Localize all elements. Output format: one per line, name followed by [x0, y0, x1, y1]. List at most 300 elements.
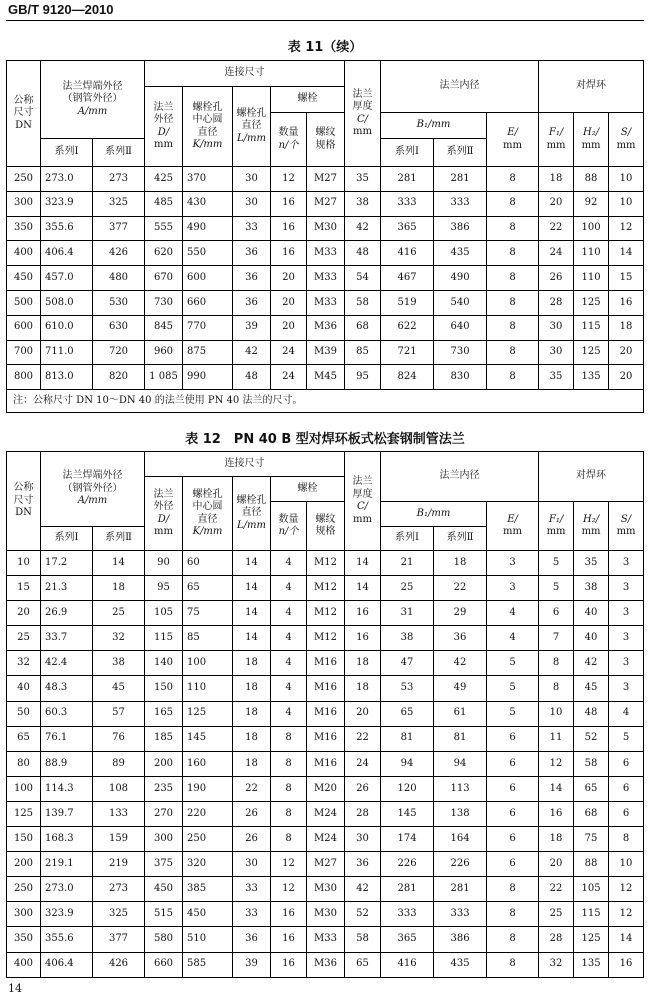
table-cell: 660	[183, 290, 233, 315]
table-cell: 42	[434, 651, 487, 676]
table-cell: 65	[381, 701, 434, 726]
table-cell: 273	[93, 877, 145, 902]
table-cell: 32	[539, 952, 574, 977]
table-cell: 115	[574, 902, 609, 927]
table-cell: 125	[574, 290, 609, 315]
table-cell: 145	[183, 726, 233, 751]
table-cell: 406.4	[41, 952, 93, 977]
table11-note: 注：公称尺寸 DN 10～DN 40 的法兰使用 PN 40 法兰的尺寸。	[7, 390, 644, 413]
table-cell: 720	[93, 340, 145, 365]
table-cell: 3	[609, 626, 644, 651]
head-bolt-hole: 螺栓孔 直径 L/mm	[233, 87, 271, 167]
table-cell: 219	[93, 852, 145, 877]
table-cell: 75	[574, 827, 609, 852]
table-cell: 16	[271, 216, 307, 241]
table-cell: 820	[93, 365, 145, 390]
table-cell: 24	[271, 340, 307, 365]
table-cell: 8	[487, 266, 539, 291]
table-cell: 38	[93, 651, 145, 676]
table-cell: 17.2	[41, 551, 93, 576]
table-cell: 133	[93, 801, 145, 826]
table-cell: 15	[609, 266, 644, 291]
table-cell: 33.7	[41, 626, 93, 651]
table-cell: M12	[307, 601, 345, 626]
table-cell: 14	[233, 551, 271, 576]
table-cell: 65	[574, 776, 609, 801]
table-cell: 30	[233, 167, 271, 192]
table-cell: 467	[381, 266, 434, 291]
table-cell: 100	[574, 216, 609, 241]
table-cell: 281	[381, 877, 434, 902]
table-cell: 20	[345, 701, 381, 726]
table-cell: 135	[574, 952, 609, 977]
table-cell: 114.3	[41, 776, 93, 801]
table-cell: 6	[487, 827, 539, 852]
table-cell: 12	[271, 852, 307, 877]
table-cell: 355.6	[41, 927, 93, 952]
table-cell: 730	[145, 290, 183, 315]
table-cell: M33	[307, 290, 345, 315]
table-cell: 47	[381, 651, 434, 676]
table-cell: 20	[539, 191, 574, 216]
table-cell: M24	[307, 801, 345, 826]
head-bolt-thread: 螺纹 规格	[307, 502, 345, 551]
table-cell: 320	[183, 852, 233, 877]
table-cell: 333	[381, 191, 434, 216]
head-weld-od: 法兰焊端外径 （钢管外径） A/mm	[41, 452, 145, 527]
table-row	[7, 241, 644, 266]
table-cell: 28	[345, 801, 381, 826]
table-cell: 54	[345, 266, 381, 291]
table-cell: 35	[574, 551, 609, 576]
table-cell: 81	[381, 726, 434, 751]
table-cell: 640	[434, 315, 487, 340]
head-conn: 连接尺寸	[145, 452, 345, 477]
table-cell: 30	[233, 852, 271, 877]
table-row	[7, 776, 644, 801]
table-row	[7, 877, 644, 902]
table-cell: 220	[183, 801, 233, 826]
table-cell: 14	[233, 576, 271, 601]
table-row	[7, 290, 644, 315]
table-cell: 333	[434, 902, 487, 927]
table-row	[7, 701, 644, 726]
table-cell: 14	[233, 601, 271, 626]
head-e: E/ mm	[487, 113, 539, 167]
table-cell: 30	[345, 827, 381, 852]
table-cell: 24	[345, 751, 381, 776]
table-cell: 250	[7, 167, 41, 192]
table-cell: 139.7	[41, 801, 93, 826]
table-cell: 12	[609, 902, 644, 927]
table-row	[7, 315, 644, 340]
table-cell: 7	[539, 626, 574, 651]
table-cell: 730	[434, 340, 487, 365]
table-cell: 4	[271, 676, 307, 701]
table-cell: 333	[434, 191, 487, 216]
table-cell: 385	[183, 877, 233, 902]
table-cell: 273.0	[41, 167, 93, 192]
table-row	[7, 726, 644, 751]
table-cell: 12	[609, 216, 644, 241]
table-cell: 48	[345, 241, 381, 266]
table-cell: 8	[271, 726, 307, 751]
head-bolt-circle: 螺栓孔 中心圆 直径 K/mm	[183, 477, 233, 551]
table-cell: 105	[574, 877, 609, 902]
head-flange-od: 法兰 外径 D/ mm	[145, 87, 183, 167]
table-cell: 281	[434, 877, 487, 902]
table-cell: 85	[183, 626, 233, 651]
table-cell: M27	[307, 167, 345, 192]
table-row	[7, 626, 644, 651]
table-cell: 6	[487, 751, 539, 776]
table-cell: 8	[271, 776, 307, 801]
table-cell: 355.6	[41, 216, 93, 241]
table-cell: 8	[271, 827, 307, 852]
table-cell: 18	[345, 651, 381, 676]
table-cell: 32	[93, 626, 145, 651]
table-cell: 219.1	[41, 852, 93, 877]
table-cell: 4	[271, 551, 307, 576]
table-cell: 22	[539, 216, 574, 241]
table-cell: 273	[93, 167, 145, 192]
table-cell: 26.9	[41, 601, 93, 626]
table-cell: 48	[574, 701, 609, 726]
table-row	[7, 601, 644, 626]
table-cell: 42	[345, 216, 381, 241]
table-cell: 16	[345, 601, 381, 626]
table-cell: 3	[487, 551, 539, 576]
table-cell: 76.1	[41, 726, 93, 751]
table-cell: M24	[307, 827, 345, 852]
table-cell: 150	[7, 827, 41, 852]
head-ring: 对焊环	[539, 61, 644, 113]
table-cell: 426	[93, 952, 145, 977]
table-cell: 16	[345, 626, 381, 651]
table-cell: M12	[307, 551, 345, 576]
table-cell: 14	[345, 576, 381, 601]
table-cell: 35	[539, 365, 574, 390]
table12-title: 表 12 PN 40 B 型对焊环板式松套钢制管法兰	[185, 432, 465, 447]
table-cell: 600	[183, 266, 233, 291]
table-cell: 406.4	[41, 241, 93, 266]
table-cell: 620	[145, 241, 183, 266]
table-row	[7, 365, 644, 390]
head-conn: 连接尺寸	[145, 61, 345, 87]
table-cell: 3	[609, 551, 644, 576]
table-cell: 3	[609, 601, 644, 626]
table-cell: 48	[233, 365, 271, 390]
table-cell: 165	[145, 701, 183, 726]
table-cell: 18	[233, 701, 271, 726]
table-cell: 100	[7, 776, 41, 801]
table-cell: M30	[307, 902, 345, 927]
table-cell: 281	[434, 167, 487, 192]
table-cell: 8	[271, 801, 307, 826]
table-cell: 4	[487, 626, 539, 651]
table-cell: 190	[183, 776, 233, 801]
head-weld-od: 法兰焊端外径 （钢管外径） A/mm	[41, 61, 145, 139]
table-cell: 30	[539, 315, 574, 340]
table-cell: 8	[271, 751, 307, 776]
table-cell: 14	[93, 551, 145, 576]
table-cell: 26	[233, 801, 271, 826]
table-cell: 16	[271, 927, 307, 952]
table-cell: 140	[145, 651, 183, 676]
table-cell: 26	[345, 776, 381, 801]
table-cell: 800	[7, 365, 41, 390]
table-cell: M27	[307, 191, 345, 216]
table-cell: 61	[434, 701, 487, 726]
table-cell: 281	[381, 167, 434, 192]
table-cell: 12	[271, 167, 307, 192]
table-cell: 10	[609, 852, 644, 877]
table-cell: 824	[381, 365, 434, 390]
table-cell: 18	[233, 651, 271, 676]
table-cell: M39	[307, 340, 345, 365]
head-b1-series2: 系列Ⅱ	[434, 527, 487, 551]
table-cell: 168.3	[41, 827, 93, 852]
table-cell: 8	[487, 167, 539, 192]
head-thickness: 法兰 厚度 C/ mm	[345, 452, 381, 551]
table-cell: 40	[574, 601, 609, 626]
table-cell: 426	[93, 241, 145, 266]
table-row	[7, 216, 644, 241]
table-cell: 65	[345, 952, 381, 977]
table-cell: 16	[271, 902, 307, 927]
table-cell: 20	[7, 601, 41, 626]
table-cell: M16	[307, 676, 345, 701]
table-cell: 8	[487, 877, 539, 902]
table-cell: 457.0	[41, 266, 93, 291]
table-cell: 36	[233, 241, 271, 266]
table-cell: 38	[345, 191, 381, 216]
table-cell: 18	[93, 576, 145, 601]
table-cell: 5	[609, 726, 644, 751]
table-cell: 14	[609, 927, 644, 952]
table-cell: 585	[183, 952, 233, 977]
table-cell: 550	[183, 241, 233, 266]
table-cell: 32	[7, 651, 41, 676]
table-cell: 6	[539, 601, 574, 626]
table-row	[7, 266, 644, 291]
table-cell: 115	[145, 626, 183, 651]
table-cell: 95	[345, 365, 381, 390]
table-cell: 75	[183, 601, 233, 626]
table-cell: 350	[7, 216, 41, 241]
table-cell: 16	[539, 801, 574, 826]
table-cell: 435	[434, 952, 487, 977]
table-cell: 323.9	[41, 191, 93, 216]
head-b1-series1: 系列Ⅰ	[381, 139, 434, 167]
table-cell: 377	[93, 927, 145, 952]
table-cell: 22	[233, 776, 271, 801]
table-cell: 52	[574, 726, 609, 751]
head-series1: 系列Ⅰ	[41, 527, 93, 551]
table-cell: 4	[271, 626, 307, 651]
table-cell: 80	[7, 751, 41, 776]
table-cell: 519	[381, 290, 434, 315]
head-bolt-hole: 螺栓孔 直径 L/mm	[233, 477, 271, 551]
table-cell: M12	[307, 576, 345, 601]
table-row	[7, 827, 644, 852]
table-cell: 1 085	[145, 365, 183, 390]
table-cell: 138	[434, 801, 487, 826]
head-h2: H₂/ mm	[574, 113, 609, 167]
head-nominal: 公称 尺寸 DN	[7, 61, 41, 167]
table-cell: 11	[539, 726, 574, 751]
table-cell: 10	[609, 167, 644, 192]
table-cell: 18	[539, 827, 574, 852]
table-cell: 530	[93, 290, 145, 315]
table-cell: 113	[434, 776, 487, 801]
table-row	[7, 927, 644, 952]
table-cell: 45	[574, 676, 609, 701]
table-cell: 24	[539, 241, 574, 266]
table-cell: 22	[345, 726, 381, 751]
table-cell: 8	[487, 216, 539, 241]
table-cell: 49	[434, 676, 487, 701]
table-cell: 94	[434, 751, 487, 776]
head-thickness: 法兰 厚度 C/ mm	[345, 61, 381, 167]
table-cell: 58	[345, 927, 381, 952]
table-cell: 510	[183, 927, 233, 952]
table-cell: 226	[381, 852, 434, 877]
table-cell: 450	[7, 266, 41, 291]
table-row	[7, 576, 644, 601]
table-cell: 845	[145, 315, 183, 340]
table-cell: 580	[145, 927, 183, 952]
table-cell: 600	[7, 315, 41, 340]
table-cell: 700	[7, 340, 41, 365]
table-cell: 159	[93, 827, 145, 852]
table-cell: 386	[434, 927, 487, 952]
table-cell: 90	[145, 551, 183, 576]
table-cell: 20	[609, 365, 644, 390]
table-cell: 28	[539, 290, 574, 315]
table-cell: 6	[487, 726, 539, 751]
table-cell: 33	[233, 877, 271, 902]
table-cell: 508.0	[41, 290, 93, 315]
table-cell: M27	[307, 852, 345, 877]
table-cell: 21	[381, 551, 434, 576]
table-cell: 36	[233, 266, 271, 291]
head-b1: B₁/mm	[381, 113, 487, 139]
table-cell: 88	[574, 167, 609, 192]
table-cell: 40	[574, 626, 609, 651]
table-cell: 125	[574, 340, 609, 365]
table-cell: 8	[487, 340, 539, 365]
table-cell: 135	[574, 365, 609, 390]
table-cell: 375	[145, 852, 183, 877]
table-cell: 16	[609, 290, 644, 315]
table-cell: 42	[574, 651, 609, 676]
table-cell: 38	[574, 576, 609, 601]
table-cell: 555	[145, 216, 183, 241]
table-cell: 270	[145, 801, 183, 826]
table-cell: 58	[574, 751, 609, 776]
table-cell: 200	[145, 751, 183, 776]
table-cell: 68	[574, 801, 609, 826]
table-cell: 25	[93, 601, 145, 626]
table11-title: 表 11（续）	[287, 40, 363, 55]
table-cell: 145	[381, 801, 434, 826]
table-row	[7, 167, 644, 192]
table-cell: 6	[609, 776, 644, 801]
table-cell: 94	[381, 751, 434, 776]
table-cell: 15	[7, 576, 41, 601]
table-cell: 365	[381, 927, 434, 952]
table-cell: M33	[307, 241, 345, 266]
table-cell: M30	[307, 877, 345, 902]
table-cell: 515	[145, 902, 183, 927]
head-flange-id: 法兰内径	[381, 61, 539, 113]
table-cell: 250	[183, 827, 233, 852]
table-cell: 226	[434, 852, 487, 877]
head-e: E/ mm	[487, 502, 539, 551]
table-cell: M45	[307, 365, 345, 390]
table-cell: 630	[93, 315, 145, 340]
table-cell: 26	[233, 827, 271, 852]
table-cell: 3	[609, 651, 644, 676]
table-row	[7, 551, 644, 576]
table-cell: 610.0	[41, 315, 93, 340]
table-cell: M12	[307, 626, 345, 651]
table-cell: 4	[271, 651, 307, 676]
table-cell: 500	[7, 290, 41, 315]
table-cell: 14	[233, 626, 271, 651]
table-cell: 8	[487, 290, 539, 315]
head-nominal: 公称 尺寸 DN	[7, 452, 41, 551]
table-cell: 325	[93, 191, 145, 216]
table-cell: 30	[233, 191, 271, 216]
table-cell: 18	[609, 315, 644, 340]
table-cell: 28	[539, 927, 574, 952]
table-cell: 12	[609, 877, 644, 902]
table-cell: 960	[145, 340, 183, 365]
table-cell: 5	[539, 576, 574, 601]
table-cell: 20	[539, 852, 574, 877]
table-cell: 8	[487, 241, 539, 266]
table-cell: M36	[307, 952, 345, 977]
table-cell: 485	[145, 191, 183, 216]
head-b1-series1: 系列Ⅰ	[381, 527, 434, 551]
table-cell: 400	[7, 952, 41, 977]
table-cell: 31	[381, 601, 434, 626]
table11	[6, 60, 644, 413]
table-cell: 88	[574, 852, 609, 877]
table-row	[7, 801, 644, 826]
table-cell: 4	[271, 576, 307, 601]
table-cell: 89	[93, 751, 145, 776]
table-cell: 18	[345, 676, 381, 701]
table-cell: 8	[487, 952, 539, 977]
table-cell: M16	[307, 726, 345, 751]
table-cell: 39	[233, 952, 271, 977]
table-cell: 26	[539, 266, 574, 291]
table-cell: 400	[7, 241, 41, 266]
table-cell: 12	[539, 751, 574, 776]
table-cell: 711.0	[41, 340, 93, 365]
table-cell: M36	[307, 315, 345, 340]
table-cell: 6	[487, 801, 539, 826]
table-cell: 5	[487, 651, 539, 676]
table12-body	[7, 551, 644, 978]
table-cell: 92	[574, 191, 609, 216]
table-cell: 10	[609, 191, 644, 216]
table-cell: 490	[183, 216, 233, 241]
table-cell: 8	[487, 191, 539, 216]
